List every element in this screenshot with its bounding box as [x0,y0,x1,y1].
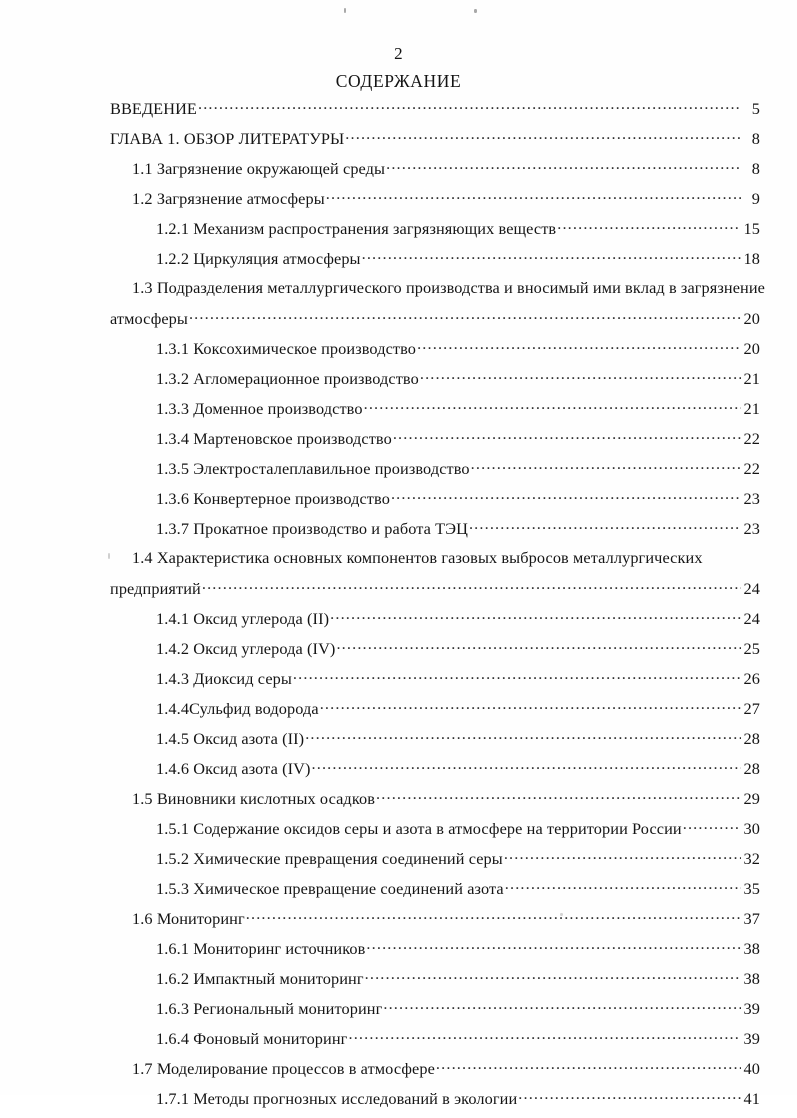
toc-entry-label: 1.3.3 Доменное производство [156,399,363,419]
toc-entry[interactable] [110,488,760,518]
toc-entry[interactable] [110,218,760,248]
toc-entry[interactable] [110,308,760,338]
toc-dot-leader [246,908,741,924]
toc-dot-leader [683,818,741,834]
toc-entry-page-number: 41 [743,1089,760,1109]
toc-dot-leader [393,428,741,444]
toc-entry-page-number: 8 [751,159,760,179]
toc-dot-leader [366,938,741,954]
toc-entry[interactable] [110,728,760,758]
toc-entry-label: 1.6.2 Импактный мониторинг [156,969,364,989]
toc-entry-label: 1.2.1 Механизм распространения загрязняющих веществ [156,219,557,239]
toc-dot-leader [469,518,741,534]
toc-entry-label: 1.4.1 Оксид углерода (II) [156,609,330,629]
toc-entry[interactable] [110,788,760,818]
toc-entry-label: ВВЕДЕНИЕ [110,99,197,119]
scan-artifact [344,8,346,13]
toc-dot-leader [557,218,741,234]
toc-dot-leader [518,1088,741,1104]
toc-entry[interactable] [110,848,760,878]
toc-entry-page-number: 30 [743,819,760,839]
toc-entry-page-number: 35 [743,879,760,899]
toc-entry-label: предприятий [110,579,201,599]
toc-entry-label: 1.4 Характеристика основных компонентов газовых выбросов металлургических [132,548,703,567]
toc-dot-leader [330,608,741,624]
toc-dot-leader [305,728,741,744]
toc-entry-label: 1.7.1 Методы прогнозных исследований в экологии [156,1089,518,1109]
toc-entry[interactable] [110,698,760,728]
toc-entry[interactable] [110,518,760,548]
toc-dot-leader [504,848,741,864]
toc-entry[interactable] [110,398,760,428]
toc-dot-leader [320,698,741,714]
toc-dot-leader [471,458,741,474]
toc-entry-page-number: 15 [743,219,760,239]
toc-entry[interactable] [110,908,760,938]
toc-entry-label: 1.3.7 Прокатное производство и работа ТЭЦ [156,519,468,539]
toc-entry-label: 1.6.1 Мониторинг источников [156,939,366,959]
toc-dot-leader [312,758,741,774]
toc-entry-page-number: 38 [743,969,760,989]
toc-entry-label: ГЛАВА 1. ОБЗОР ЛИТЕРАТУРЫ [110,129,345,149]
toc-entry-label: 1.4.4Сульфид водорода [156,699,319,719]
toc-entry-page-number: 39 [743,1029,760,1049]
toc-entry-label: 1.5.2 Химические превращения соединений серы [156,849,503,869]
toc-entry-page-number: 24 [743,609,760,629]
toc-dot-leader [326,188,741,204]
toc-entry-label: 1.2 Загрязнение атмосферы [132,189,325,209]
toc-entry-label: 1.3.5 Электросталеплавильное производство [156,459,470,479]
toc-dot-leader [436,1058,741,1074]
toc-dot-leader [365,968,741,984]
toc-entry[interactable] [110,458,760,488]
toc-dot-leader [386,158,741,174]
toc-entry[interactable] [110,428,760,458]
toc-entry[interactable] [110,158,760,188]
toc-entry-label: 1.5.1 Содержание оксидов серы и азота в атмосфере на территории России [156,819,682,839]
toc-entry-label: 1.1 Загрязнение окружающей среды [132,159,386,179]
toc-entry[interactable] [110,578,760,608]
toc-dot-leader [202,578,741,594]
toc-dot-leader [189,308,741,324]
toc-dot-leader [364,398,741,414]
toc-entry-page-number: 32 [743,849,760,869]
toc-entry[interactable] [110,128,760,158]
toc-entry-page-number: 38 [743,939,760,959]
toc-entry[interactable] [110,998,760,1028]
toc-entry-page-number: 24 [743,579,760,599]
toc-entry[interactable] [110,98,760,128]
toc-entry-page-number: 18 [743,249,760,269]
toc-dot-leader [391,488,741,504]
toc-dot-leader [383,998,741,1014]
toc-entry[interactable] [110,278,765,308]
toc-entry[interactable] [110,968,760,998]
toc-dot-leader [362,248,741,264]
toc-entry-label: 1.6.3 Региональный мониторинг [156,999,383,1019]
toc-dot-leader [348,1028,741,1044]
toc-entry-label: 1.4.5 Оксид азота (II) [156,729,305,749]
toc-entry-page-number: 22 [743,429,760,449]
toc-entry-page-number: 37 [743,909,760,929]
toc-entry-label: 1.6 Мониторинг [132,909,245,929]
toc-dot-leader [420,368,741,384]
toc-entry-label: 1.5 Виновники кислотных осадков [132,789,376,809]
scan-artifact [474,9,477,13]
toc-entry-page-number: 29 [743,789,760,809]
toc-entry[interactable] [110,188,760,218]
toc-dot-leader [336,638,741,654]
toc-entry[interactable] [110,368,760,398]
toc-entry-label: 1.3.4 Мартеновское производство [156,429,392,449]
toc-entry-label: 1.4.6 Оксид азота (IV) [156,759,311,779]
toc-entry-page-number: 23 [743,489,760,509]
toc-dot-leader [198,98,741,114]
page-number: 2 [394,44,403,63]
toc-entry[interactable] [110,338,760,368]
toc-entry-label: 1.5.3 Химическое превращение соединений азота [156,879,504,899]
toc-entry-label: 1.7 Моделирование процессов в атмосфере [132,1059,435,1079]
toc-entry-page-number: 5 [751,99,760,119]
toc-dot-leader [417,338,741,354]
toc-dot-leader [505,878,741,894]
toc-entry[interactable] [110,758,760,788]
toc-entry-label: 1.3 Подразделения металлургического производства и вносимый ими вклад в загрязнение [132,278,765,297]
toc-entry-page-number: 26 [743,669,760,689]
toc-dot-leader [345,128,741,144]
toc-entry-page-number: 28 [743,729,760,749]
toc-entry-page-number: 20 [743,339,760,359]
table-of-contents [110,98,765,1118]
toc-entry-label: 1.6.4 Фоновый мониторинг [156,1029,348,1049]
toc-entry-page-number: 28 [743,759,760,779]
toc-entry-page-number: 27 [743,699,760,719]
toc-entry-page-number: 8 [751,129,760,149]
toc-entry[interactable] [110,878,760,908]
toc-entry-label: 1.2.2 Циркуляция атмосферы [156,249,361,269]
toc-entry-page-number: 21 [743,399,760,419]
toc-entry[interactable] [110,248,760,278]
toc-entry[interactable] [110,938,760,968]
toc-entry[interactable] [110,1088,760,1118]
toc-entry-page-number: 21 [743,369,760,389]
toc-entry-label: 1.4.3 Диоксид серы [156,669,292,689]
toc-entry[interactable] [110,1058,760,1088]
toc-entry-page-number: 9 [751,189,760,209]
toc-entry-page-number: 40 [743,1059,760,1079]
toc-entry[interactable] [110,608,760,638]
toc-dot-leader [293,668,741,684]
toc-entry[interactable] [110,818,760,848]
toc-entry-page-number: 25 [743,639,760,659]
toc-entry-page-number: 39 [743,999,760,1019]
toc-entry[interactable] [110,548,760,578]
toc-entry-label: 1.3.6 Конвертерное производство [156,489,390,509]
toc-dot-leader [376,788,741,804]
toc-entry-page-number: 20 [743,309,760,329]
toc-entry-page-number: 22 [743,459,760,479]
toc-entry-label: 1.4.2 Оксид углерода (IV) [156,639,336,659]
toc-entry-label: 1.3.1 Коксохимическое производство [156,339,417,359]
toc-entry-page-number: 23 [743,519,760,539]
page-title: СОДЕРЖАНИЕ [335,71,462,91]
toc-entry-label: атмосферы [110,309,188,329]
toc-entry[interactable] [110,668,760,698]
toc-entry[interactable] [110,1028,760,1058]
toc-entry-label: 1.3.2 Агломерационное производство [156,369,419,389]
toc-entry[interactable] [110,638,760,668]
